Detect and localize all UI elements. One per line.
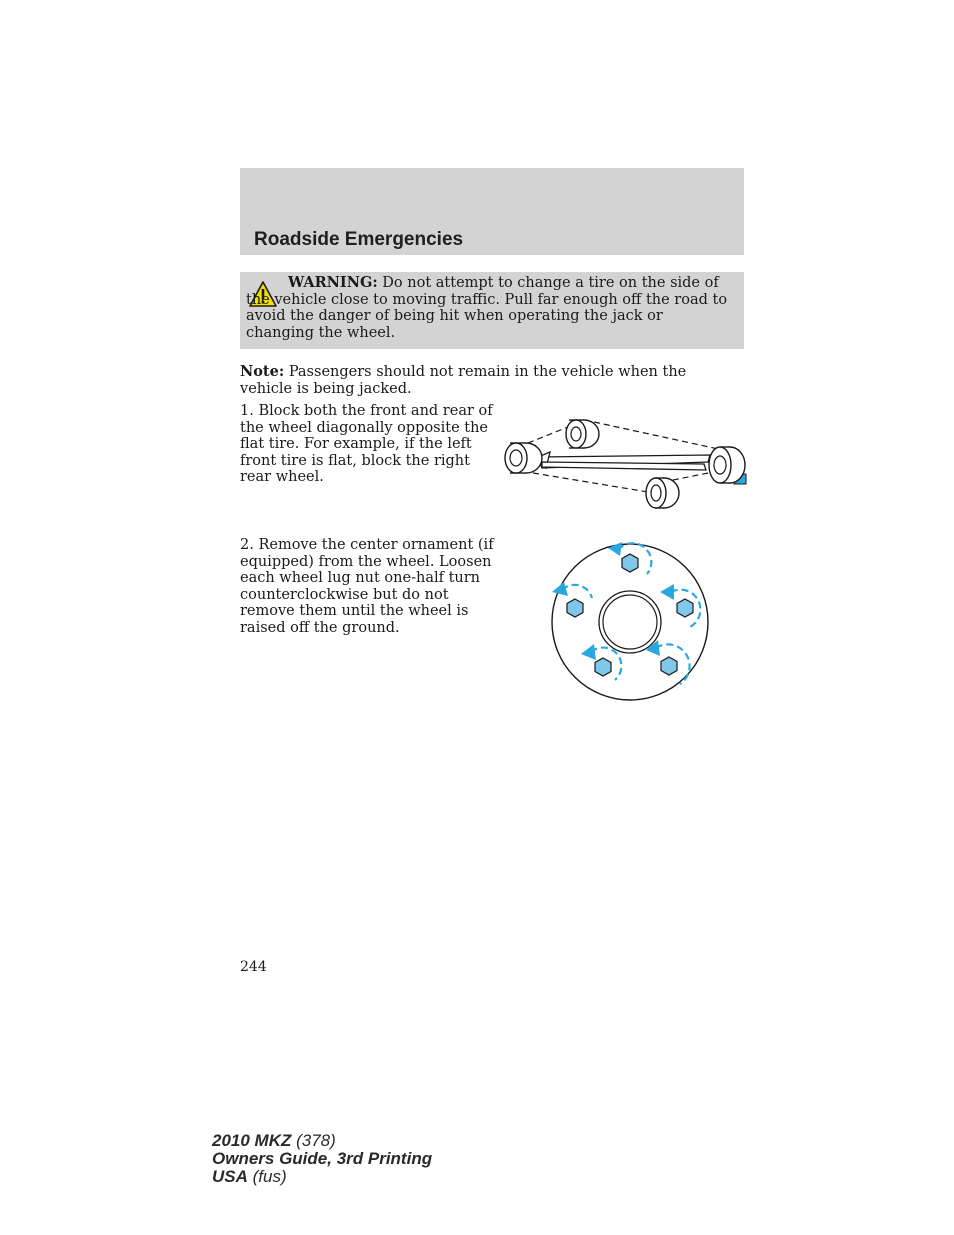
lug-nut-icon [567, 599, 583, 617]
warning-label: WARNING: [288, 274, 378, 291]
lug-nut-icon [661, 657, 677, 675]
left-front-wheel-icon [505, 443, 542, 473]
lug-nut-icon [677, 599, 693, 617]
left-rear-wheel-icon [646, 478, 679, 508]
warning-box [240, 272, 744, 349]
note-text: Passengers should not remain in the vehicle when the vehicle is being jacked. [240, 364, 687, 397]
step-2-text: 2. Remove the center ornament (if equipped) from the wheel. Loosen each wheel lug nut one-half turn counterclockwise but do not remove them until the wheel is raised off the ground. [240, 537, 494, 636]
note [240, 364, 740, 397]
footer-model: 2010 MKZ [212, 1131, 292, 1150]
step-1-text: 1. Block both the front and rear of the wheel diagonally opposite the flat tire. For example, if the left front tire is flat, block the right rear wheel. [240, 403, 493, 485]
footer-line-2: Owners Guide, 3rd Printing [212, 1149, 433, 1168]
section-header [240, 168, 744, 255]
warning-text [246, 275, 732, 341]
footer-market-code: (fus) [252, 1167, 287, 1186]
page-number: 244 [240, 959, 267, 975]
footer-model-code: (378) [296, 1131, 336, 1150]
footer-market: USA [212, 1167, 248, 1186]
lug-nut-icon [622, 554, 638, 572]
footer-line-1 [212, 1132, 432, 1150]
document-footer [212, 1132, 432, 1186]
warning-body: Do not attempt to change a tire on the side of the vehicle close to moving traffic. Pull far enough off the road to avoid the danger of being hit when operating the jack or changing the wheel. [246, 275, 728, 341]
section-title: Roadside Emergencies [254, 229, 464, 250]
lug-nut-icon [595, 658, 611, 676]
lug-nut-loosening-diagram [548, 540, 712, 704]
footer-line-3 [212, 1168, 432, 1186]
right-rear-wheel-icon [709, 447, 746, 484]
note-label: Note: [240, 363, 285, 380]
right-front-wheel-icon [566, 420, 599, 448]
wheel-blocking-diagram [498, 410, 748, 515]
